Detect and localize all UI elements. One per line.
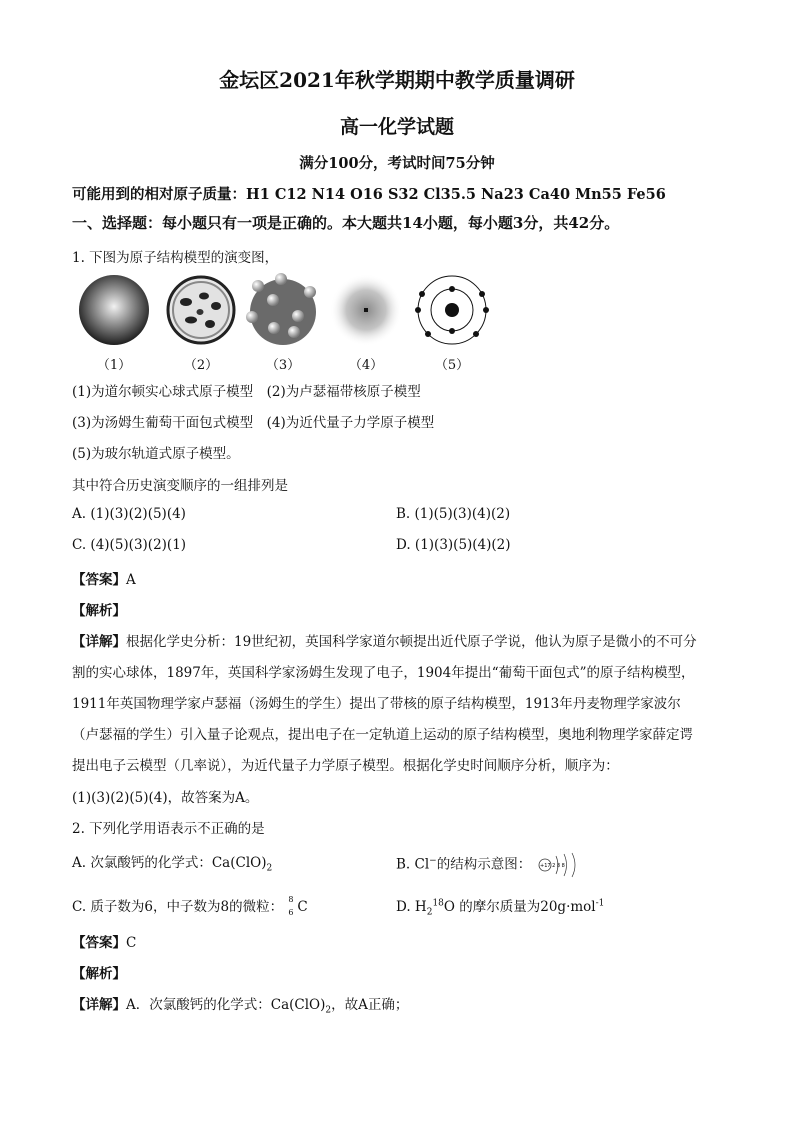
detail-text: 根据化学史分析：19世纪初，英国科学家道尔顿提出近代原子学说，他认为原子是微小的不可分 <box>126 634 697 650</box>
q1-detail-6: (1)(3)(2)(5)(4)，故答案为A。 <box>72 790 259 806</box>
q2-analysis <box>72 962 126 982</box>
q2-answer <box>72 931 136 951</box>
q1-detail-4: （卢瑟福的学生）引入量子论观点，提出电子在一定轨道上运动的原子结构模型，奥地利物理学家薛定谔 <box>72 727 693 743</box>
q1-detail-5: 提出电子云模型（几率说），为近代量子力学原子模型。根据化学史时间顺序分析，顺序为： <box>72 758 619 774</box>
q1-answer <box>72 568 136 588</box>
atomic-models-figure <box>76 272 506 352</box>
q1-detail-2: 割的实心球体，1897年，英国科学家汤姆生发现了电子，1904年提出“葡萄干面包式”的原子结构模型， <box>72 665 695 681</box>
subscript: 2 <box>426 907 433 918</box>
q1-detail-3: 1911年英国物理学家卢瑟福（汤姆生的学生）提出了带核的原子结构模型，1913年丹麦物理学家波尔 <box>72 696 681 712</box>
option-text: D. H <box>396 899 427 915</box>
figure-label-2: （2） <box>183 358 219 373</box>
q1-detail-1 <box>72 630 697 650</box>
q1-question: 其中符合历史演变顺序的一组排列是 <box>72 478 288 494</box>
formula: Ca(ClO) <box>270 997 326 1013</box>
answer-value: A <box>126 572 136 588</box>
figure-label-3: （3） <box>265 358 301 373</box>
page-subtitle: 高一化学试题 <box>339 116 454 138</box>
answer-value: C <box>126 935 137 951</box>
q1-desc-3: (5)为玻尔轨道式原子模型。 <box>72 446 240 462</box>
detail-tag: 【详解】 <box>72 634 126 650</box>
detail-tag: 【详解】 <box>72 997 126 1013</box>
pudding-model-icon <box>168 277 234 343</box>
superscript: -1 <box>595 898 605 909</box>
q1-analysis <box>72 599 126 619</box>
figure-label-4: （4） <box>348 358 384 373</box>
q1-desc-1: (1)为道尔顿实心球式原子模型 (2)为卢瑟福带核原子模型 <box>72 384 421 400</box>
analysis-tag: 【解析】 <box>72 603 126 619</box>
dalton-model-icon <box>79 275 149 345</box>
q2-option-d <box>396 895 604 918</box>
q1-option-d: D. (1)(3)(5)(4)(2) <box>396 537 511 553</box>
superscript: − <box>429 856 437 866</box>
q2-stem: 2. 下列化学用语表示不正确的是 <box>72 821 265 837</box>
q2-detail <box>72 993 408 1016</box>
q1-desc-2: (3)为汤姆生葡萄干面包式模型 (4)为近代量子力学原子模型 <box>72 415 435 431</box>
q1-option-c: C. (4)(5)(3)(2)(1) <box>72 537 187 553</box>
detail-text: A．次氯酸钙的化学式： <box>126 997 271 1013</box>
figure-label-1: （1） <box>96 358 132 373</box>
figure-label-5: （5） <box>434 358 470 373</box>
option-text: C. 质子数为6，中子数为8的微粒： <box>72 899 284 915</box>
section-heading: 一、选择题：每小题只有一项是正确的。本大题共14小题，每小题3分，共42分。 <box>72 214 620 232</box>
atomic-number: 6 <box>288 907 294 917</box>
option-text: O 的摩尔质量为20g·mol <box>443 899 596 915</box>
relative-atomic-masses: 可能用到的相对原子质量：H1 C12 N14 O16 S32 Cl35.5 Na23 Ca40 Mn55 Fe56 <box>72 186 666 203</box>
q2-option-a <box>72 851 272 874</box>
q1-stem: 1. 下图为原子结构模型的演变图， <box>72 250 279 266</box>
diagram-text: +17 2 8 8 <box>539 863 565 869</box>
q2-option-c <box>72 895 308 917</box>
formula: Ca(ClO) <box>211 855 267 871</box>
option-text: A. 次氯酸钙的化学式： <box>72 855 212 871</box>
option-text: B. Cl <box>396 856 430 873</box>
option-text: 的结构示意图： <box>436 856 532 873</box>
q2-option-b <box>396 851 580 879</box>
page-title: 金坛区2021年秋学期期中教学质量调研 <box>219 68 575 92</box>
exam-meta: 满分100分，考试时间75分钟 <box>299 155 495 172</box>
mass-number: 8 <box>288 894 294 904</box>
chlorine-ion-diagram-icon <box>536 851 580 879</box>
subscript: 2 <box>325 1005 332 1016</box>
element-symbol: C <box>297 899 308 915</box>
answer-tag: 【答案】 <box>72 572 126 588</box>
bohr-model-icon <box>415 276 489 344</box>
electron-cloud-model-icon <box>330 274 402 346</box>
q1-option-b: B. (1)(5)(3)(4)(2) <box>396 506 511 522</box>
nuclide-notation <box>287 894 297 917</box>
answer-tag: 【答案】 <box>72 935 126 951</box>
detail-text: ，故A正确； <box>331 997 409 1013</box>
q1-option-a: A. (1)(3)(2)(5)(4) <box>72 506 186 522</box>
subscript: 2 <box>266 863 273 874</box>
thomson-model-icon <box>246 273 316 345</box>
superscript: 18 <box>432 898 444 909</box>
analysis-tag: 【解析】 <box>72 966 126 982</box>
